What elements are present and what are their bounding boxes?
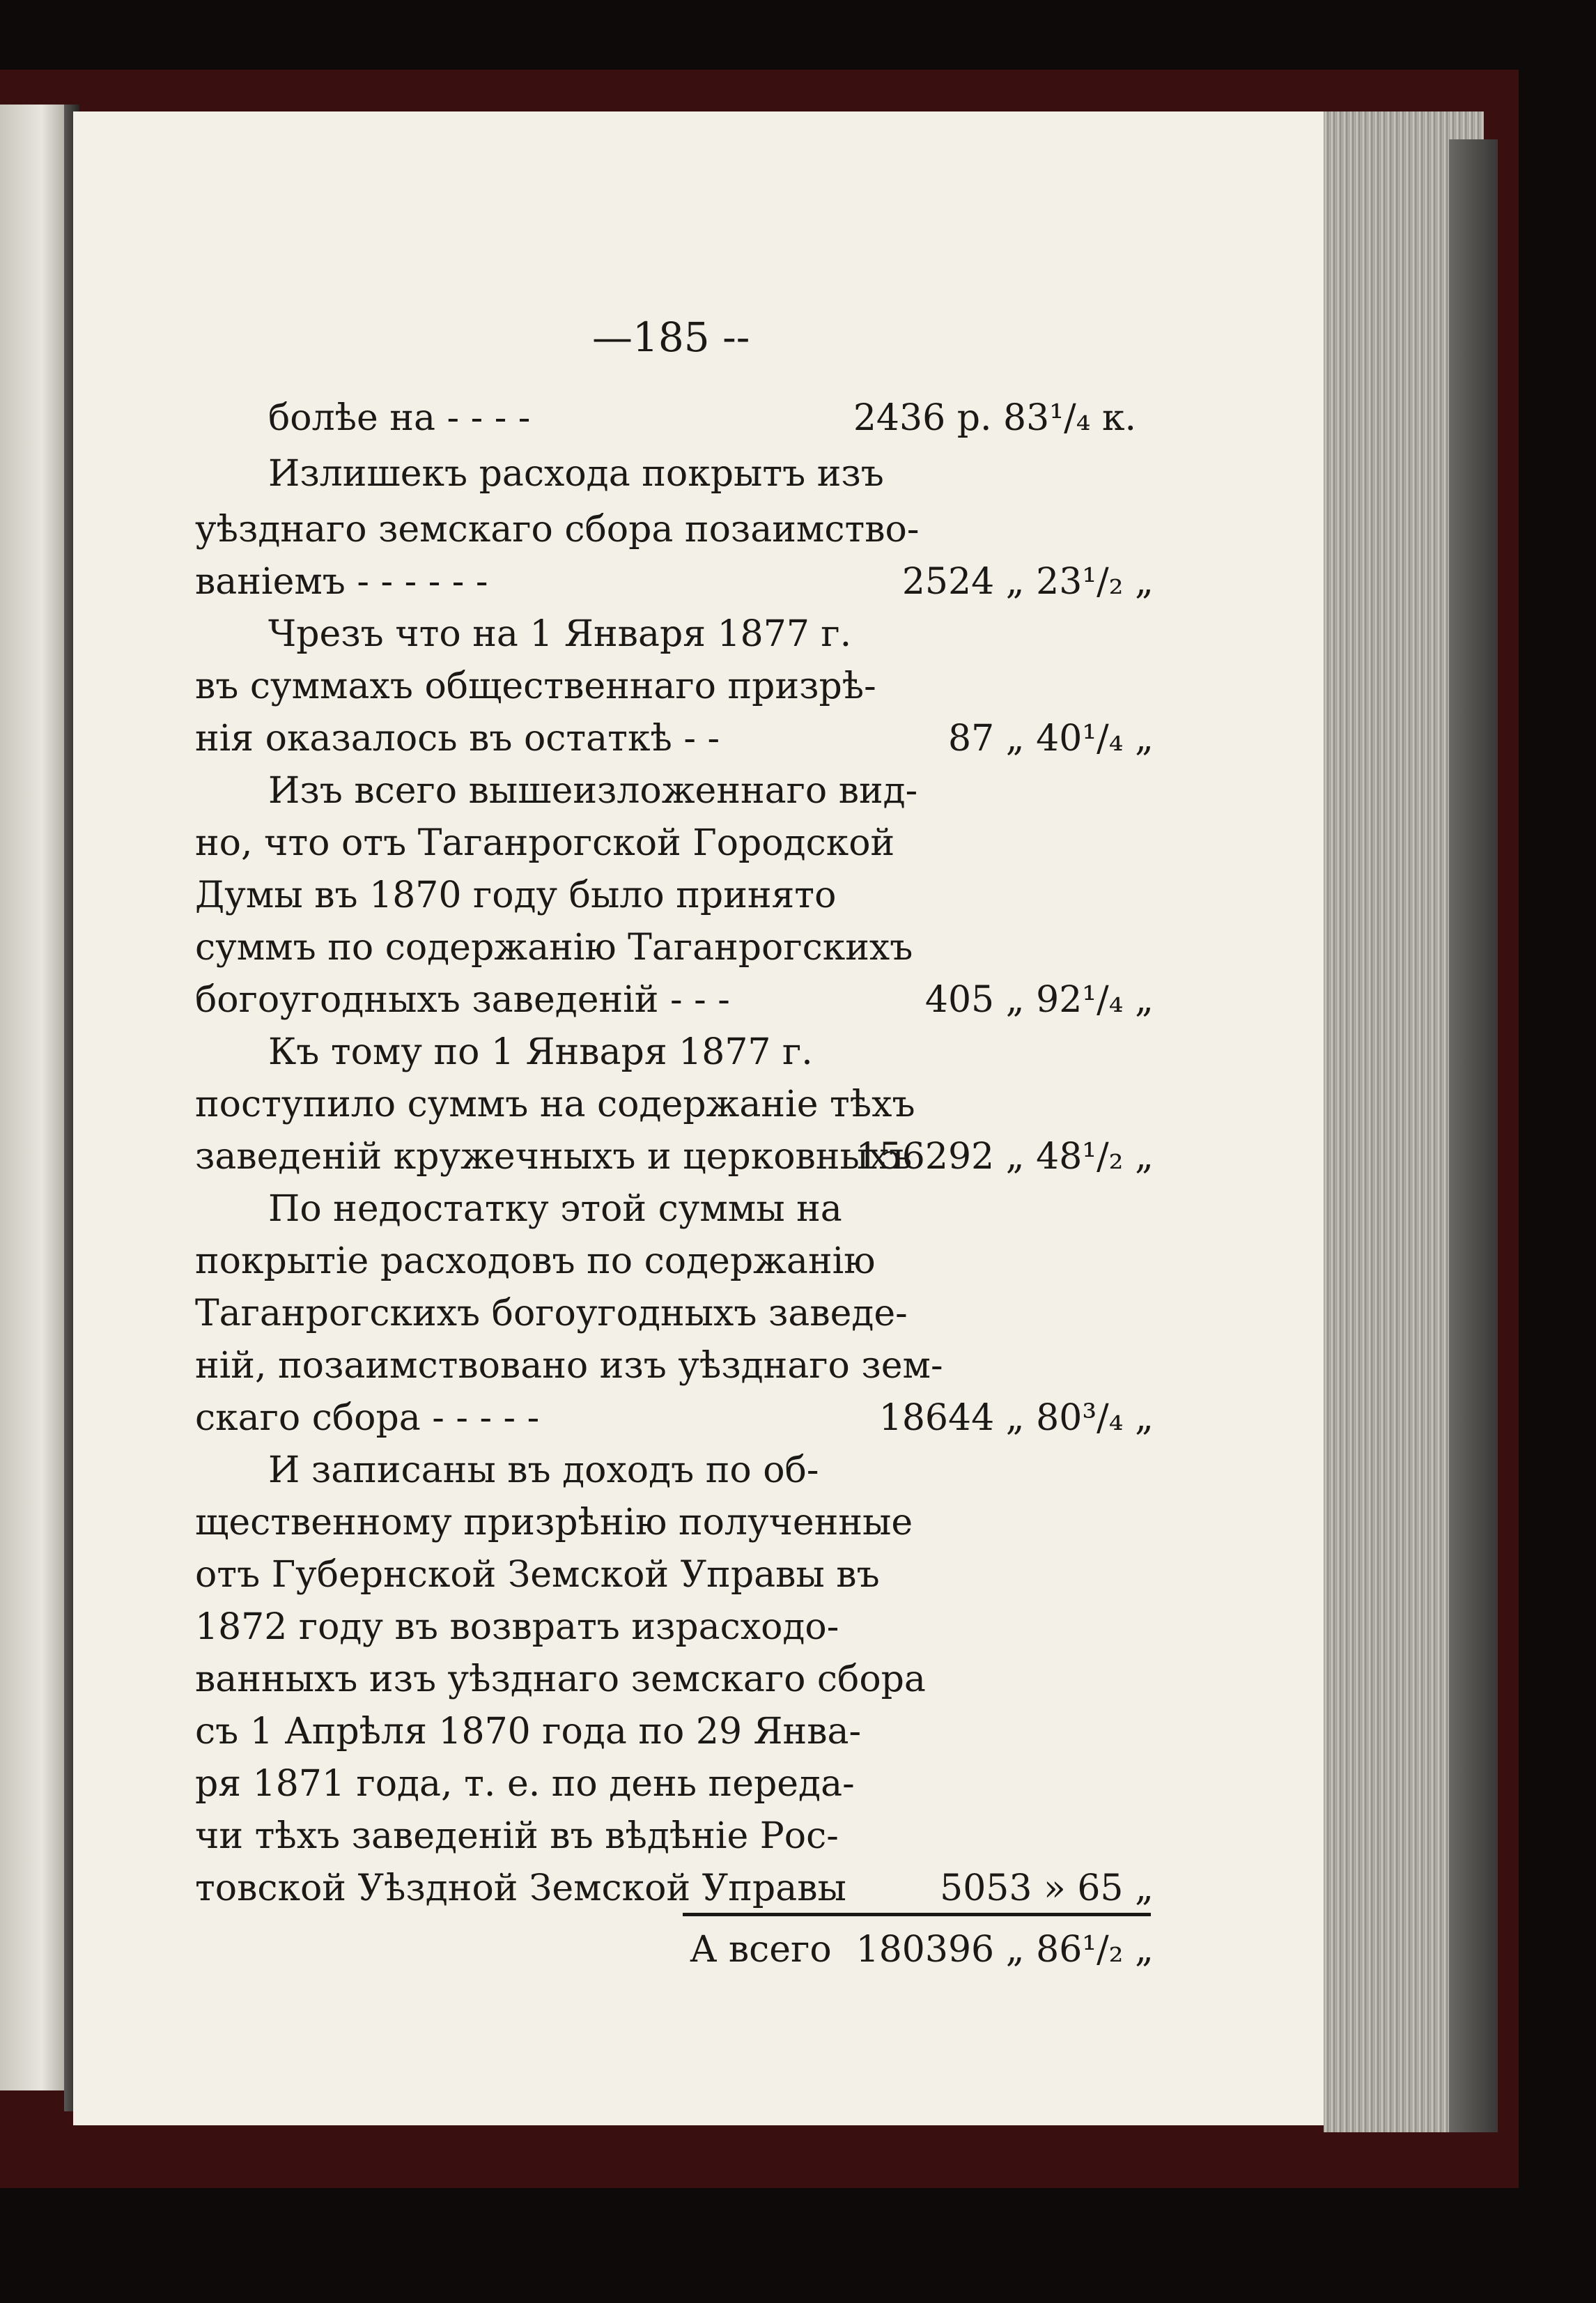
text-line: отъ Губернской Земской Управы въ — [195, 1554, 880, 1596]
text-line: богоугодныхъ заведеній - - - — [195, 979, 730, 1021]
text-line: уѣзднаго земскаго сбора позаимство- — [195, 509, 920, 550]
text-line: съ 1 Апрѣля 1870 года по 29 Янва- — [195, 1711, 862, 1753]
text-line: Чрезъ что на 1 Января 1877 г. — [268, 613, 852, 655]
text-line: Къ тому по 1 Января 1877 г. — [268, 1031, 813, 1073]
text-line: нія оказалось въ остаткѣ - - — [195, 718, 720, 760]
text-line: ванныхъ изъ уѣзднаго земскаго сбора — [195, 1658, 926, 1700]
text-line: щественному призрѣнію полученные — [195, 1502, 913, 1543]
page-number: —185 -- — [592, 314, 750, 361]
text-line: Излишекъ расхода покрытъ изъ — [268, 453, 884, 495]
text-line: ній, позаимствовано изъ уѣзднаго зем- — [195, 1345, 943, 1387]
text-line: скаго сбора - - - - - — [195, 1397, 540, 1439]
amount: 2436 р. 83¹/₄ к. — [853, 397, 1136, 439]
text-line: чи тѣхъ заведеній въ вѣдѣніе Рос- — [195, 1815, 839, 1857]
text-line: По недостатку этой суммы на — [268, 1188, 842, 1230]
text-line: И записаны въ доходъ по об- — [268, 1449, 819, 1491]
amount: 87 „ 40¹/₄ „ — [947, 718, 1154, 760]
text-line: поступило суммъ на содержаніе тѣхъ — [195, 1084, 915, 1125]
text-line: Думы въ 1870 году было принято — [195, 875, 837, 916]
text-line: въ суммахъ общественнаго призрѣ- — [195, 665, 876, 707]
text-line: ваніемъ - - - - - - — [195, 561, 488, 603]
amount: 5053 » 65 „ — [940, 1867, 1154, 1909]
text-line: товской Уѣздной Земской Управы — [195, 1867, 846, 1909]
amount: 18644 „ 80³/₄ „ — [878, 1397, 1154, 1439]
text-line: покрытіе расходовъ по содержанію — [195, 1240, 876, 1282]
total-amount: 180396 „ 86¹/₂ „ — [855, 1929, 1154, 1971]
text-line: но, что отъ Таганрогской Городской — [195, 822, 895, 864]
text-line: Изъ всего вышеизложеннаго вид- — [268, 770, 918, 812]
text-line: заведеній кружечныхъ и церковныхъ — [195, 1136, 913, 1178]
text-line: 1872 году въ возвратъ израсходо- — [195, 1606, 839, 1648]
amount: 156292 „ 48¹/₂ „ — [855, 1136, 1154, 1178]
amount: 2524 „ 23¹/₂ „ — [901, 561, 1154, 603]
total-label: А всего — [690, 1929, 832, 1971]
text-line: болѣе на - - - - — [268, 397, 531, 439]
text-line: суммъ по содержанію Таганрогскихъ — [195, 927, 913, 969]
amount: 405 „ 92¹/₄ „ — [924, 979, 1154, 1021]
total-rule — [683, 1913, 1151, 1916]
text-line: ря 1871 года, т. е. по день переда- — [195, 1763, 855, 1805]
text-line: Таганрогскихъ богоугодныхъ заведе- — [195, 1293, 908, 1334]
